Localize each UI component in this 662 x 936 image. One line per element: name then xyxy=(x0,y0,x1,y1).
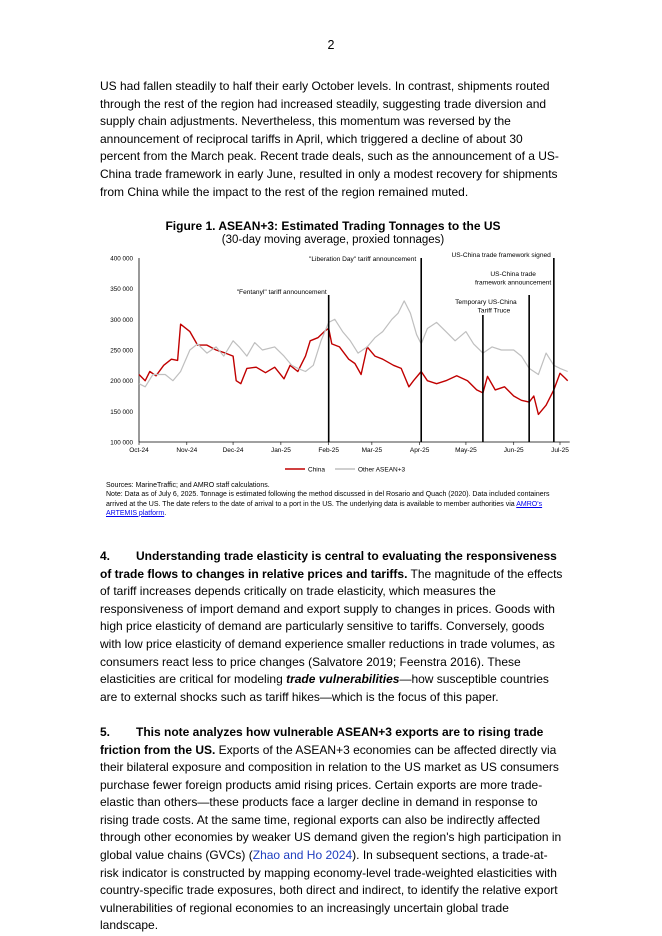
event-annotation: "Liberation Day" tariff announcement xyxy=(309,256,417,264)
artemis-platform-link[interactable]: AMRO's ARTEMIS platform xyxy=(106,500,543,517)
x-tick-label: Jan-25 xyxy=(270,447,291,455)
y-tick-label: 200 000 xyxy=(110,378,133,386)
section-5-paragraph xyxy=(100,724,566,935)
x-tick-label: Dec-24 xyxy=(222,447,244,455)
x-tick-label: May-25 xyxy=(455,447,477,455)
section-5-body: Exports of the ASEAN+3 economies can be affected directly via their bilateral exposure and composition in relation to the US market as US consumers purchase fewer foreign products amid rising prices. Certain exports are more trade-elastic than others—these products face a larger decline in demand in response to rising trade costs. At the same time, regional exports can also be indirectly affected through other economies by weaker US demand given the region's high participation in global value chains (GVCs) ( xyxy=(100,742,562,863)
event-annotation: Tariff Truce xyxy=(477,307,511,315)
page-number: 2 xyxy=(327,38,335,52)
tonnage-line-chart xyxy=(100,249,580,477)
x-tick-label: Apr-25 xyxy=(409,447,430,455)
event-annotation: Temporary US-China xyxy=(455,299,517,307)
section-5-lead-text: This note analyzes how vulnerable ASEAN+3 exports are to rising trade friction from the US. xyxy=(100,724,544,757)
series-line-china xyxy=(139,324,568,414)
y-tick-label: 150 000 xyxy=(110,408,133,416)
figure-note xyxy=(106,490,568,518)
event-annotation: US-China trade xyxy=(490,271,536,279)
figure-notes xyxy=(106,481,568,518)
section-4-emphasis: trade vulnerabilities xyxy=(286,672,400,687)
legend-label-china: China xyxy=(308,466,325,474)
section-4-number: 4. xyxy=(100,548,111,563)
note-end: . xyxy=(164,509,167,517)
y-tick-label: 300 000 xyxy=(110,316,133,324)
intro-paragraph: US had fallen steadily to half their early October levels. In contrast, shipments routed through the rest of the region had increased steadily, suggesting trade diversion and supply chain adjustments. Nevertheless, this momentum was reversed by the announcement of reciprocal tariffs in April, which triggered a decline of about 30 percent from the March peak. Recent trade deals, such as the announcement of a US-China trade framework in early June, resulted in only a modest recovery for shipments from China while the impact to the rest of the region remained muted. xyxy=(100,79,559,199)
y-tick-label: 250 000 xyxy=(110,347,133,355)
section-5-number: 5. xyxy=(100,724,111,739)
note-text: Note: Data as of July 6, 2025. Tonnage is estimated following the method discussed in del Rosario and Quach (2020). Data included containers arrived at the US. The date refers to the date of arrival to a port in the US. The underlying data is available to member authorities via xyxy=(106,491,550,508)
section-4-body-end: —how susceptible countries are to external shocks such as tariff hikes—which is the focus of this paper. xyxy=(100,672,549,704)
x-tick-label: Feb-25 xyxy=(318,447,339,455)
event-annotation: framework announcement xyxy=(475,279,552,287)
section-5-body-end: ). In subsequent sections, a trade-at-risk indicator is constructed by mapping economy-level trade-weighted elasticities with country-specific trade exposures, both direct and indirect, to identify the relative export vulnerabilities of regional economies to an increasingly uncertain global trade landscape. xyxy=(100,848,558,933)
event-annotation: "Fentanyl" tariff announcement xyxy=(236,289,327,297)
legend-label-other-asean3: Other ASEAN+3 xyxy=(358,466,406,474)
figure-sources: Sources: MarineTraffic; and AMRO staff calculations. xyxy=(106,482,270,490)
x-tick-label: Oct-24 xyxy=(129,447,149,455)
event-annotation: US-China trade framework signed xyxy=(451,252,551,260)
figure-title: Figure 1. ASEAN+3: Estimated Trading Tonnages to the US xyxy=(165,219,501,234)
page-content xyxy=(100,78,569,935)
section-4-body: The magnitude of the effects of tariff increases depends critically on trade elasticity, which measures the responsiveness of import demand and export supply to changes in prices. Goods with high price elasticity of demand are particularly sensitive to tariffs. Conversely, goods with low price elasticity of demand experience smaller reductions in trade volumes, as consumers react less to price changes (Salvatore 2019; Feenstra 2016). These elasticities are critical for modeling xyxy=(100,566,563,687)
x-tick-label: Mar-25 xyxy=(361,447,383,455)
figure-subtitle: (30-day moving average, proxied tonnages) xyxy=(221,234,445,247)
zhao-ho-reference-link[interactable]: Zhao and Ho 2024 xyxy=(252,848,353,863)
y-tick-label: 400 000 xyxy=(110,255,133,263)
x-tick-label: Jun-25 xyxy=(503,447,524,455)
section-4-paragraph xyxy=(100,548,566,706)
x-tick-label: Jul-25 xyxy=(551,447,569,455)
y-tick-label: 350 000 xyxy=(110,286,133,294)
x-tick-label: Nov-24 xyxy=(176,447,198,455)
section-4-lead-text: Understanding trade elasticity is central to evaluating the responsiveness of trade flows to changes in relative prices and tariffs. xyxy=(100,548,557,581)
y-tick-label: 100 000 xyxy=(110,439,133,447)
